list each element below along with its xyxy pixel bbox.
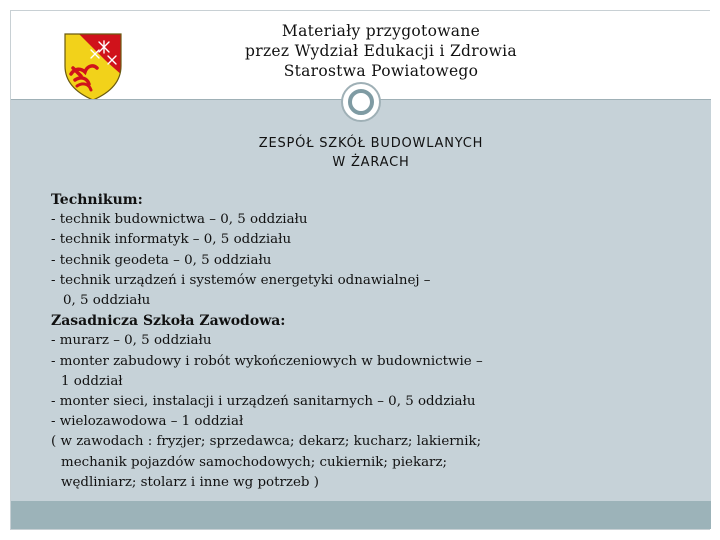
- section-heading: Technikum:: [51, 192, 143, 208]
- slide: [10, 10, 710, 530]
- body-line: 1 oddział: [61, 373, 123, 389]
- content-panel: [11, 100, 711, 501]
- school-name-line: ZESPÓŁ SZKÓŁ BUDOWLANYCH: [258, 136, 484, 151]
- footer-bar: [11, 501, 711, 529]
- header-title-line: przez Wydział Edukacji i Zdrowia: [245, 42, 517, 60]
- body-line: - technik urządzeń i systemów energetyki odnawialnej –: [51, 272, 431, 288]
- header-title-line: Starostwa Powiatowego: [283, 62, 479, 80]
- body-line: - monter zabudowy i robót wykończeniowych w budownictwie –: [51, 353, 483, 369]
- decorative-ring-inner: [348, 89, 374, 115]
- body-line: wędliniarz; stolarz i inne wg potrzeb ): [61, 474, 319, 490]
- body-line: 0, 5 oddziału: [63, 293, 151, 309]
- body-line: - technik geodeta – 0, 5 oddziału: [51, 252, 272, 268]
- header-title-line: Materiały przygotowane: [281, 22, 481, 40]
- body-text: [51, 190, 591, 493]
- header-title: [191, 21, 571, 81]
- body-line: - technik informatyk – 0, 5 oddziału: [51, 232, 292, 248]
- body-line: - technik budownictwa – 0, 5 oddziału: [51, 212, 308, 228]
- section-heading: Zasadnicza Szkoła Zawodowa:: [51, 313, 286, 330]
- school-name-line: W ŻARACH: [332, 155, 410, 170]
- body-line: ( w zawodach : fryzjer; sprzedawca; dekarz; kucharz; lakiernik;: [51, 434, 482, 450]
- body-line: - wielozawodowa – 1 oddział: [51, 414, 244, 430]
- decorative-ring-icon: [341, 82, 381, 122]
- school-name: [171, 134, 571, 172]
- body-line: mechanik pojazdów samochodowych; cukiernik; piekarz;: [61, 454, 448, 470]
- coat-of-arms-icon: [63, 32, 123, 102]
- body-line: - murarz – 0, 5 oddziału: [51, 333, 212, 349]
- body-line: - monter sieci, instalacji i urządzeń sanitarnych – 0, 5 oddziału: [51, 394, 476, 410]
